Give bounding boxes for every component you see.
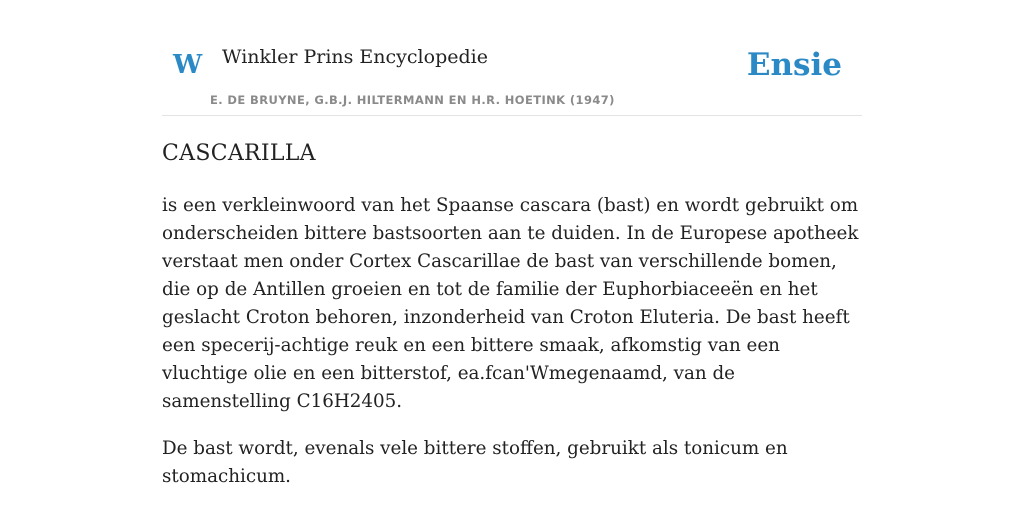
article-body — [162, 192, 864, 510]
source-title[interactable]: Winkler Prins Encyclopedie — [222, 46, 488, 68]
article-title: CASCARILLA — [162, 141, 316, 166]
article-paragraph: is een verkleinwoord van het Spaanse cascara (bast) en wordt gebruikt om onderscheiden bittere bastsoorten aan te duiden. In de Europese apotheek verstaat men onder Cortex Cascarillae de bast van verschillende bomen, die op de Antillen groeien en tot de familie der Euphorbiaceeën en het geslacht Croton behoren, inzonderheid van Croton Eluteria. De bast heeft een specerij-achtige reuk en een bittere smaak, afkomstig van een vluchtige olie en een bitterstof, ea.fcan'Wmegenaamd, van de samenstelling C16H2405. — [162, 195, 859, 412]
source-authors: E. DE BRUYNE, G.B.J. HILTERMANN EN H.R. HOETINK (1947) — [210, 93, 615, 107]
winkler-prins-logo-icon[interactable]: W — [173, 50, 203, 80]
article-paragraph: De bast wordt, evenals vele bittere stoffen, gebruikt als tonicum en stomachicum. — [162, 438, 788, 487]
ensie-logo[interactable]: Ensie — [746, 47, 842, 83]
page — [162, 0, 862, 512]
source-header — [162, 0, 862, 116]
